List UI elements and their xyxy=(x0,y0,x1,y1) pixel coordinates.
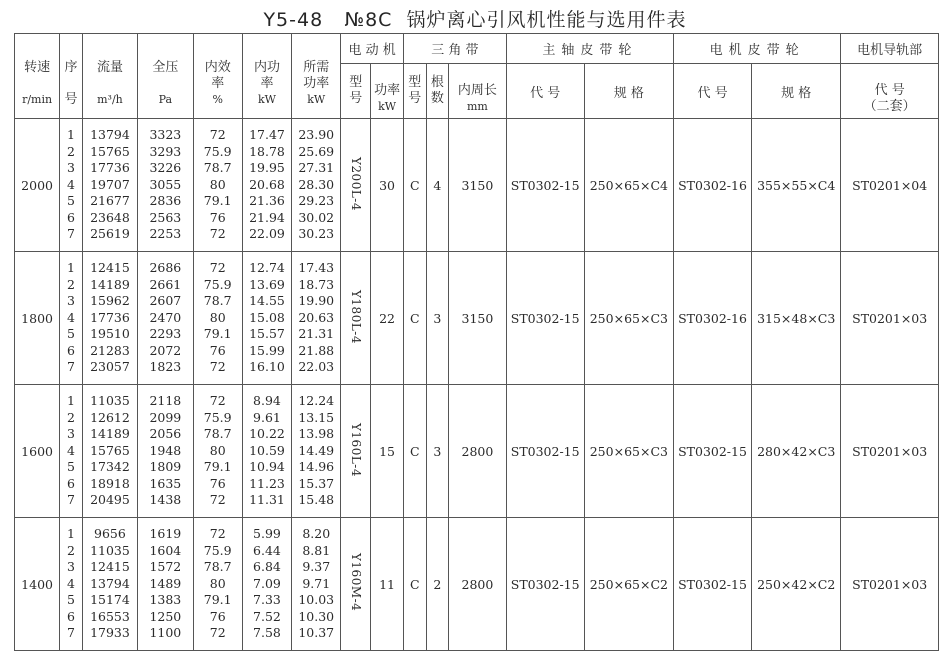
header-required-power: 所需 功率 kW xyxy=(292,34,341,119)
efficiency-cell: 72 75.9 78.7 80 79.1 76 72 xyxy=(193,518,242,651)
motor-power-cell: 11 xyxy=(371,518,404,651)
main-pulley-spec-cell: 250×65×C2 xyxy=(584,518,673,651)
header-main-spec: 规 格 xyxy=(584,64,673,119)
header-belt-type: 型 号 xyxy=(404,64,427,119)
main-pulley-spec-cell: 250×65×C3 xyxy=(584,385,673,518)
belt-type-cell: C xyxy=(404,252,427,385)
speed-group-row xyxy=(15,119,939,252)
rail-code-cell: ST0201×03 xyxy=(841,252,939,385)
belt-length-cell: 2800 xyxy=(449,518,507,651)
header-motor-spec: 规 格 xyxy=(752,64,841,119)
speed-cell: 2000 xyxy=(15,119,60,252)
header-rail: 电机导轨部 xyxy=(841,34,939,64)
required-power-cell: 23.90 25.69 27.31 28.30 29.23 30.02 30.23 xyxy=(292,119,341,252)
required-power-cell: 8.20 8.81 9.37 9.71 10.03 10.30 10.37 xyxy=(292,518,341,651)
title-text: 锅炉离心引风机性能与选用件表 xyxy=(406,9,687,31)
header-motor-power: 功率 kW xyxy=(371,64,404,119)
belt-length-cell: 2800 xyxy=(449,385,507,518)
efficiency-cell: 72 75.9 78.7 80 79.1 76 72 xyxy=(193,385,242,518)
inner-power-cell: 12.74 13.69 14.55 15.08 15.57 15.99 16.10 xyxy=(242,252,291,385)
fan-spec-table xyxy=(14,33,939,651)
motor-model-cell xyxy=(341,518,371,651)
document-title xyxy=(0,5,950,32)
motor-model-cell xyxy=(341,385,371,518)
belt-type-cell: C xyxy=(404,119,427,252)
header-seq: 序 号 xyxy=(60,34,83,119)
motor-model-cell xyxy=(341,252,371,385)
efficiency-cell: 72 75.9 78.7 80 79.1 76 72 xyxy=(193,119,242,252)
main-pulley-spec-cell: 250×65×C4 xyxy=(584,119,673,252)
motor-model-text: Y160M-4 xyxy=(348,553,363,612)
seq-cell: 1 2 3 4 5 6 7 xyxy=(60,252,83,385)
speed-group-row xyxy=(15,518,939,651)
pressure-cell: 2118 2099 2056 1948 1809 1635 1438 xyxy=(138,385,193,518)
main-pulley-code-cell: ST0302-15 xyxy=(506,518,584,651)
motor-model-text: Y200L-4 xyxy=(348,156,363,211)
motor-pulley-spec-cell: 280×42×C3 xyxy=(752,385,841,518)
inner-power-cell: 8.94 9.61 10.22 10.59 10.94 11.23 11.31 xyxy=(242,385,291,518)
motor-pulley-code-cell: ST0302-16 xyxy=(674,119,752,252)
seq-cell: 1 2 3 4 5 6 7 xyxy=(60,385,83,518)
seq-cell: 1 2 3 4 5 6 7 xyxy=(60,518,83,651)
motor-power-cell: 22 xyxy=(371,252,404,385)
header-belt-count: 根 数 xyxy=(426,64,449,119)
speed-group-row xyxy=(15,252,939,385)
inner-power-cell: 17.47 18.78 19.95 20.68 21.36 21.94 22.09 xyxy=(242,119,291,252)
header-motor: 电 动 机 xyxy=(341,34,404,64)
rail-code-cell: ST0201×03 xyxy=(841,518,939,651)
belt-count-cell: 3 xyxy=(426,252,449,385)
title-number: №8C xyxy=(344,9,393,31)
header-inner-power: 内功 率 kW xyxy=(242,34,291,119)
motor-power-cell: 30 xyxy=(371,119,404,252)
required-power-cell: 12.24 13.15 13.98 14.49 14.96 15.37 15.48 xyxy=(292,385,341,518)
belt-length-cell: 3150 xyxy=(449,119,507,252)
speed-cell: 1800 xyxy=(15,252,60,385)
motor-pulley-code-cell: ST0302-15 xyxy=(674,385,752,518)
rail-code-cell: ST0201×03 xyxy=(841,385,939,518)
header-motor-code: 代 号 xyxy=(674,64,752,119)
motor-pulley-code-cell: ST0302-16 xyxy=(674,252,752,385)
main-pulley-code-cell: ST0302-15 xyxy=(506,252,584,385)
motor-power-cell: 15 xyxy=(371,385,404,518)
header-belt-length: 内周长 mm xyxy=(449,64,507,119)
header-motor-model: 型 号 xyxy=(341,64,371,119)
seq-cell: 1 2 3 4 5 6 7 xyxy=(60,119,83,252)
required-power-cell: 17.43 18.73 19.90 20.63 21.31 21.88 22.03 xyxy=(292,252,341,385)
belt-length-cell: 3150 xyxy=(449,252,507,385)
pressure-cell: 1619 1604 1572 1489 1383 1250 1100 xyxy=(138,518,193,651)
motor-model-cell xyxy=(341,119,371,252)
header-speed: 转速 r/min xyxy=(15,34,60,119)
flow-cell: 11035 12612 14189 15765 17342 18918 20495 xyxy=(82,385,137,518)
motor-pulley-spec-cell: 250×42×C2 xyxy=(752,518,841,651)
flow-cell: 9656 11035 12415 13794 15174 16553 17933 xyxy=(82,518,137,651)
belt-count-cell: 3 xyxy=(426,385,449,518)
motor-pulley-code-cell: ST0302-15 xyxy=(674,518,752,651)
belt-type-cell: C xyxy=(404,385,427,518)
inner-power-cell: 5.99 6.44 6.84 7.09 7.33 7.52 7.58 xyxy=(242,518,291,651)
motor-pulley-spec-cell: 355×55×C4 xyxy=(752,119,841,252)
header-flow: 流量 m³/h xyxy=(82,34,137,119)
header-motor-pulley: 电机皮带轮 xyxy=(674,34,841,64)
speed-cell: 1400 xyxy=(15,518,60,651)
header-pressure: 全压 Pa xyxy=(138,34,193,119)
belt-type-cell: C xyxy=(404,518,427,651)
pressure-cell: 2686 2661 2607 2470 2293 2072 1823 xyxy=(138,252,193,385)
header-main-pulley: 主轴皮带轮 xyxy=(506,34,673,64)
main-pulley-code-cell: ST0302-15 xyxy=(506,119,584,252)
motor-model-text: Y160L-4 xyxy=(348,422,363,477)
flow-cell: 13794 15765 17736 19707 21677 23648 25619 xyxy=(82,119,137,252)
main-pulley-code-cell: ST0302-15 xyxy=(506,385,584,518)
motor-model-text: Y180L-4 xyxy=(348,289,363,344)
flow-cell: 12415 14189 15962 17736 19510 21283 23057 xyxy=(82,252,137,385)
title-model: Y5-48 xyxy=(263,9,324,31)
motor-pulley-spec-cell: 315×48×C3 xyxy=(752,252,841,385)
efficiency-cell: 72 75.9 78.7 80 79.1 76 72 xyxy=(193,252,242,385)
header-rail-code: 代 号 （二套） xyxy=(841,64,939,119)
header-efficiency: 内效 率 % xyxy=(193,34,242,119)
speed-group-row xyxy=(15,385,939,518)
pressure-cell: 3323 3293 3226 3055 2836 2563 2253 xyxy=(138,119,193,252)
header-main-code: 代 号 xyxy=(506,64,584,119)
main-pulley-spec-cell: 250×65×C3 xyxy=(584,252,673,385)
rail-code-cell: ST0201×04 xyxy=(841,119,939,252)
belt-count-cell: 4 xyxy=(426,119,449,252)
belt-count-cell: 2 xyxy=(426,518,449,651)
speed-cell: 1600 xyxy=(15,385,60,518)
header-belt: 三 角 带 xyxy=(404,34,507,64)
